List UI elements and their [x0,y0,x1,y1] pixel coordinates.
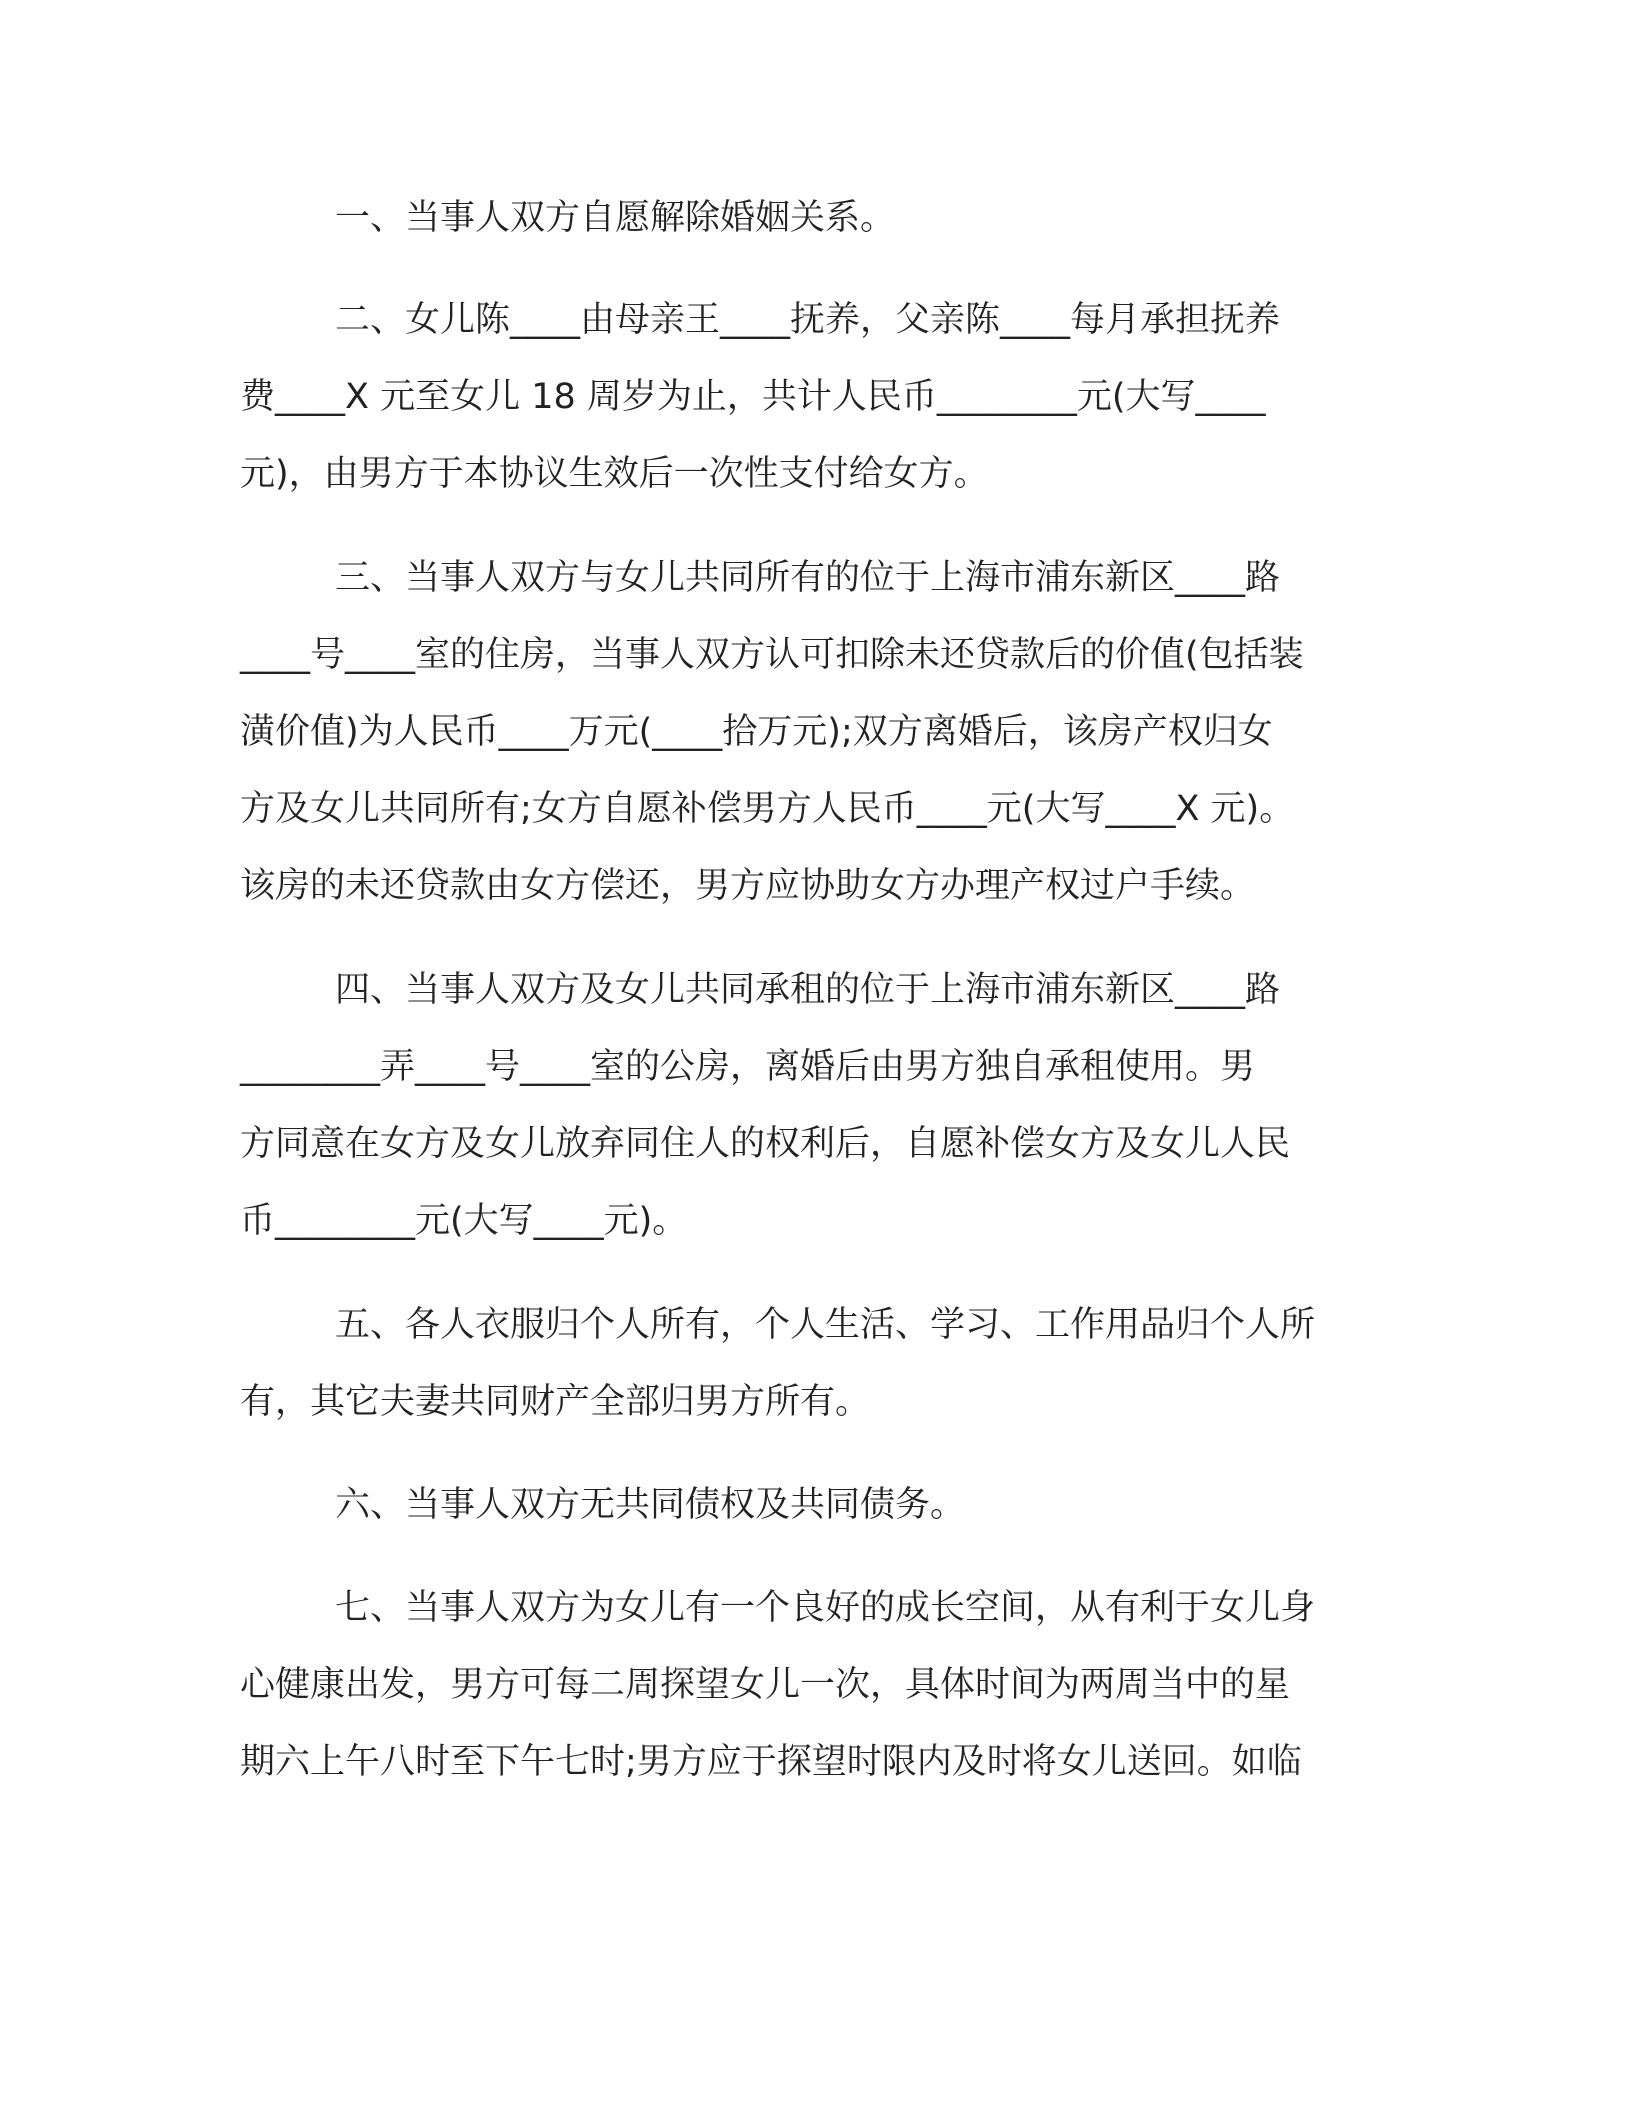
article-2-paragraph [240,282,1400,513]
text-line: 四、当事人双方及女儿共同承租的位于上海市浦东新区____路 [335,970,1281,1010]
article-4-paragraph [240,952,1400,1260]
text-line: 币________元(大写____元)。 [240,1201,688,1241]
text-line: 心健康出发，男方可每二周探望女儿一次，具体时间为两周当中的星 [240,1665,1291,1705]
text-line: 期六上午八时至下午七时;男方应于探望时限内及时将女儿送回。如临 [240,1742,1302,1782]
text-line: 方及女儿共同所有;女方自愿补偿男方人民币____元(大写____X 元)。 [240,789,1295,829]
text-line: 一、当事人双方自愿解除婚姻关系。 [335,198,896,238]
article-6-paragraph [240,1467,1400,1544]
text-line: 六、当事人双方无共同债权及共同债务。 [335,1485,966,1525]
text-line: 潢价值)为人民币____万元(____拾万元);双方离婚后，该房产权归女 [240,712,1273,752]
text-line: 二、女儿陈____由母亲王____抚养，父亲陈____每月承担抚养 [335,300,1281,340]
text-line: 该房的未还贷款由女方偿还，男方应协助女方办理产权过户手续。 [240,866,1256,906]
article-1-paragraph [240,180,1400,257]
text-line: 五、各人衣服归个人所有，个人生活、学习、工作用品归个人所 [335,1305,1316,1345]
article-5-paragraph [240,1287,1400,1441]
article-7-paragraph [240,1570,1400,1801]
article-3-paragraph [240,540,1400,925]
text-line: 费____X 元至女儿 18 周岁为止，共计人民币________元(大写____ [240,377,1266,417]
text-line: 方同意在女方及女儿放弃同住人的权利后，自愿补偿女方及女儿人民 [240,1124,1291,1164]
text-line: ________弄____号____室的公房，离婚后由男方独自承租使用。男 [240,1047,1256,1087]
text-line: 有，其它夫妻共同财产全部归男方所有。 [240,1382,871,1422]
text-line: 三、当事人双方与女儿共同所有的位于上海市浦东新区____路 [335,558,1281,598]
text-line: 元)，由男方于本协议生效后一次性支付给女方。 [240,454,989,494]
text-line: ____号____室的住房，当事人双方认可扣除未还贷款后的价值(包括装 [240,635,1304,675]
text-line: 七、当事人双方为女儿有一个良好的成长空间，从有利于女儿身 [335,1588,1316,1628]
